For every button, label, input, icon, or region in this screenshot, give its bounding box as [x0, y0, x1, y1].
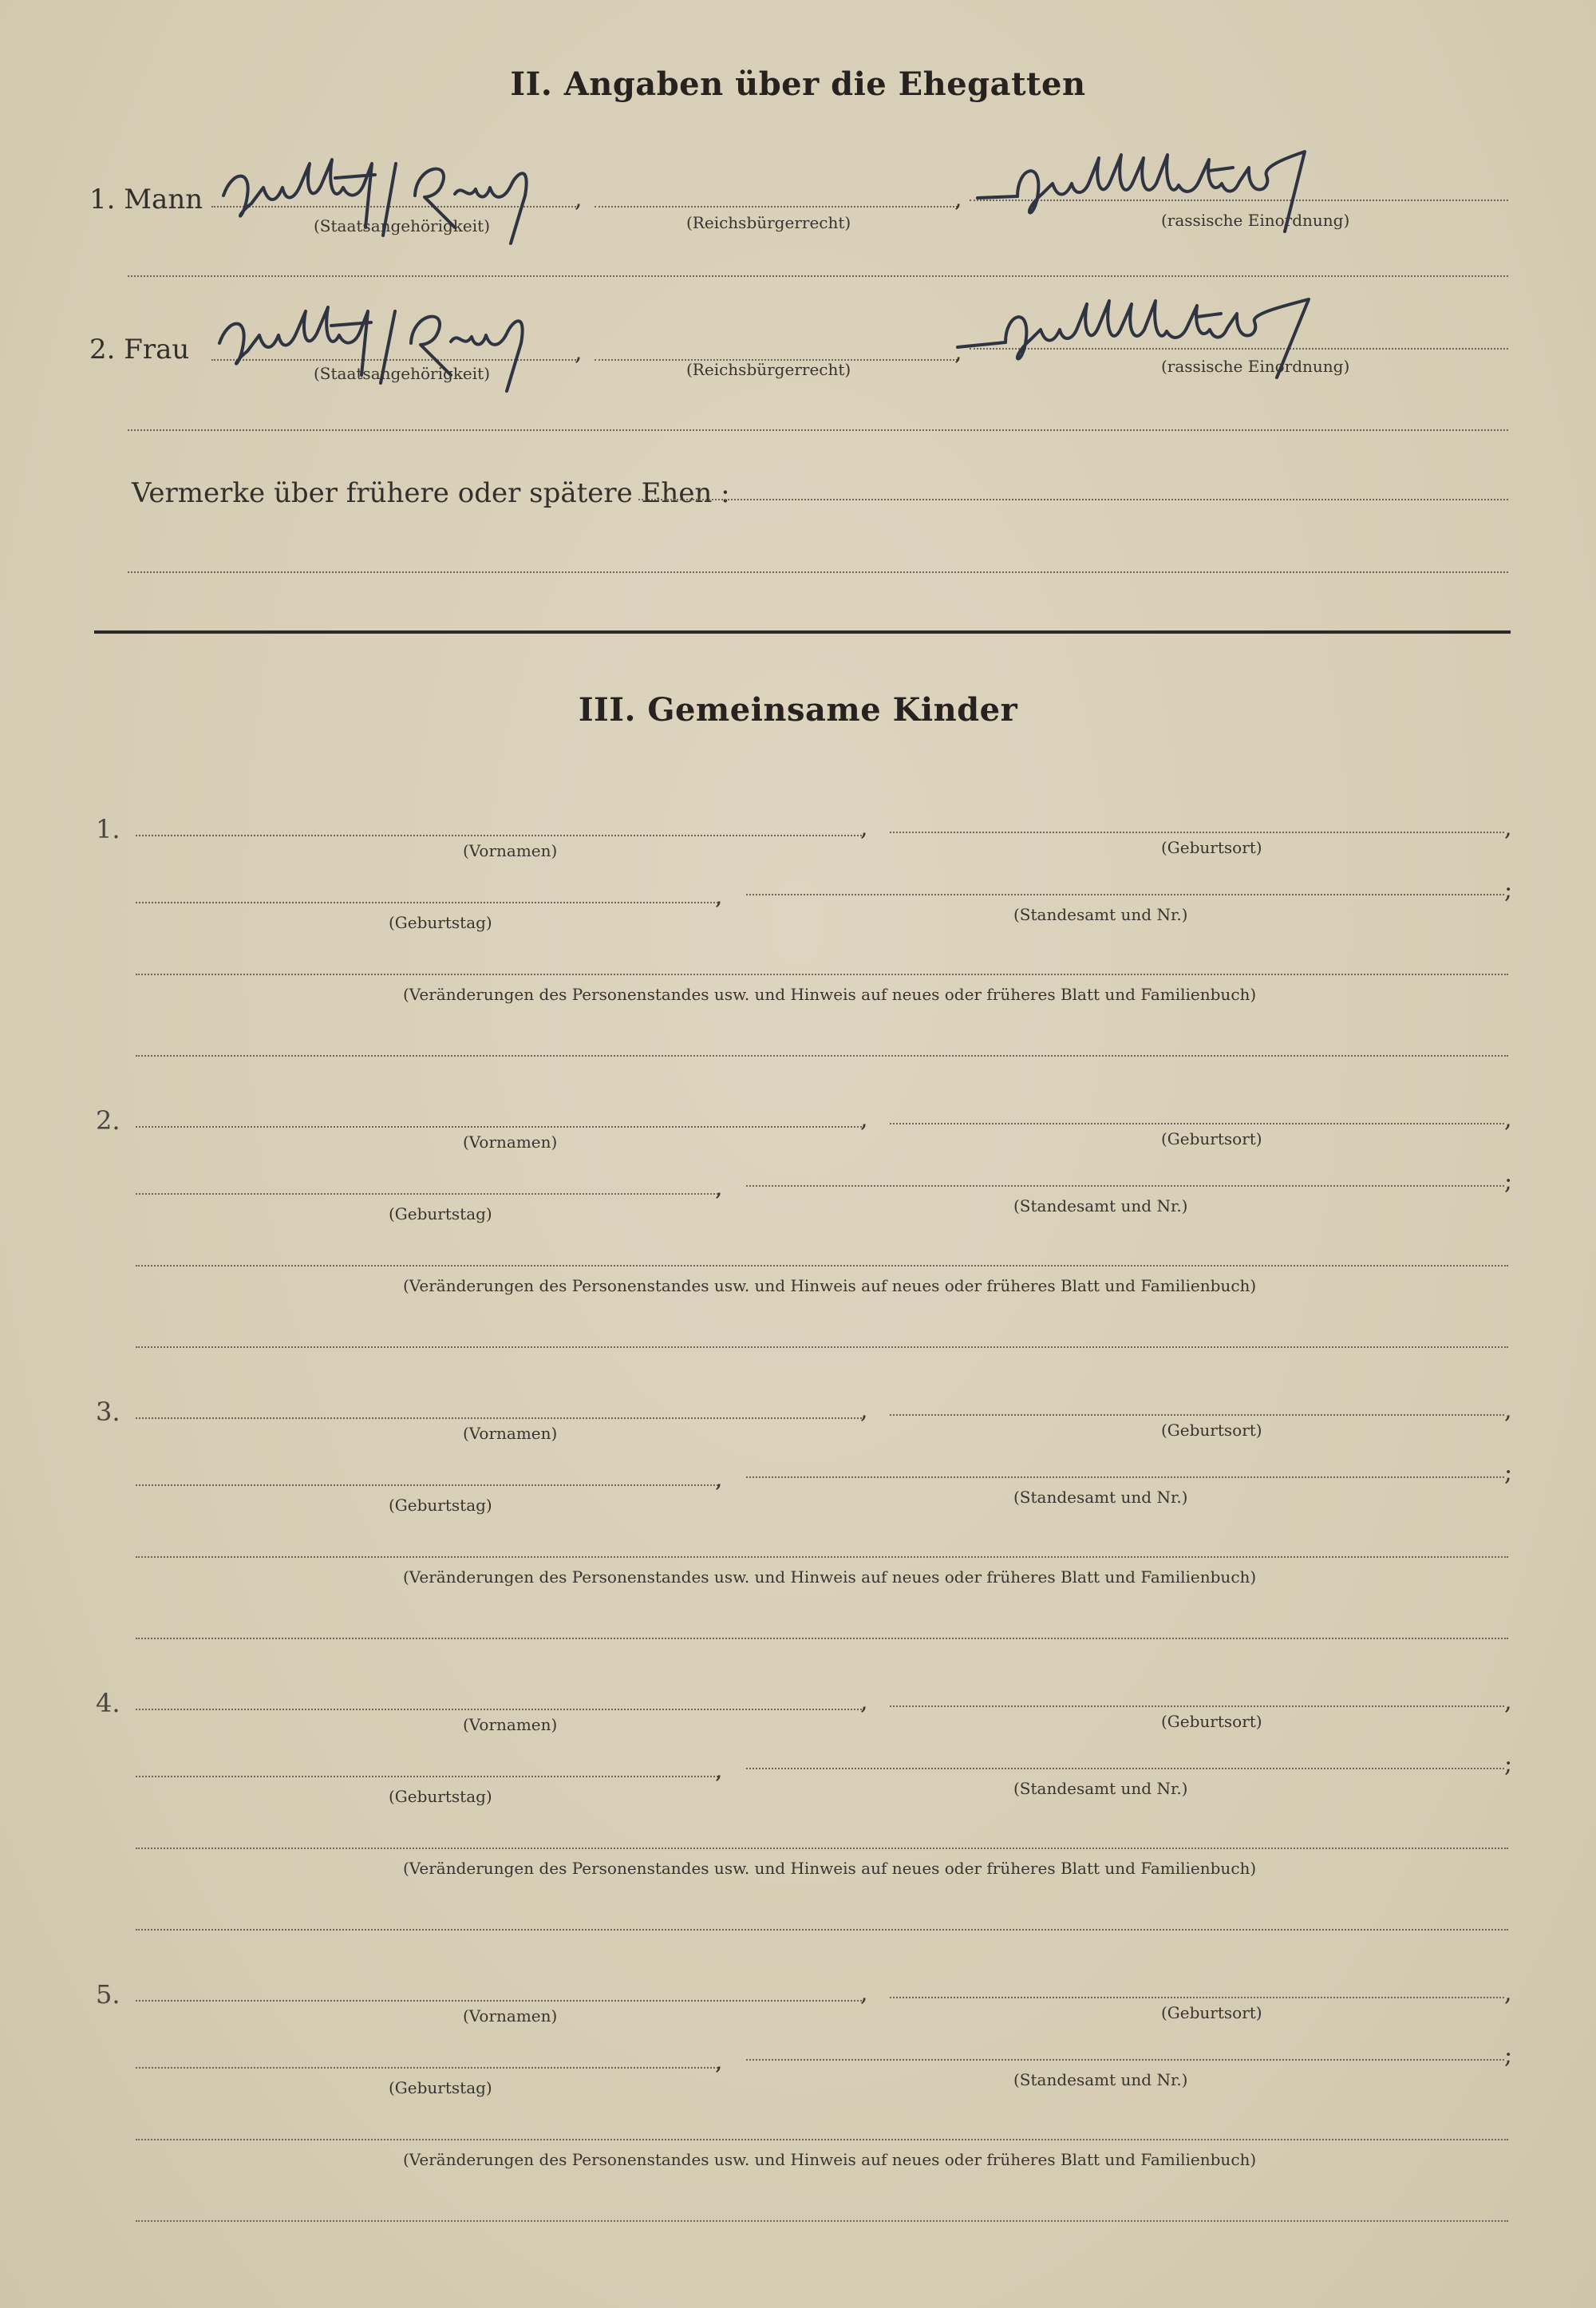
- child-birthplace-field[interactable]: [890, 1705, 1504, 1707]
- changes-caption: (Veränderungen des Personenstandes usw. und Hinweis auf neues oder früheres Blatt und Familienbuch): [403, 1276, 1257, 1295]
- birthdate-caption: (Geburtstag): [389, 913, 492, 932]
- birthdate-caption: (Geburtstag): [389, 1496, 492, 1515]
- child-changes-continuation-line[interactable]: [136, 1055, 1508, 1057]
- child-birthdate-field[interactable]: [136, 1484, 718, 1486]
- remarks-continuation-line[interactable]: [128, 571, 1508, 573]
- birthplace-caption: (Geburtsort): [1161, 1129, 1262, 1148]
- comma: ,: [860, 1688, 868, 1716]
- comma: ,: [715, 2048, 723, 2076]
- comma: ,: [1504, 1397, 1512, 1425]
- wife-racial-field[interactable]: [970, 348, 1508, 350]
- comma: ,: [575, 338, 583, 366]
- given-names-caption: (Vornamen): [463, 1715, 558, 1734]
- comma: ,: [715, 883, 723, 911]
- comma: ,: [575, 185, 583, 213]
- child-birthplace-field[interactable]: [890, 1997, 1504, 1998]
- reich-citizenship-caption: (Reichsbürgerrecht): [686, 360, 851, 379]
- child-given-names-field[interactable]: [136, 1417, 862, 1419]
- comma: ,: [1504, 814, 1512, 842]
- birthplace-caption: (Geburtsort): [1161, 1712, 1262, 1731]
- handwriting-wife-citizenship: [211, 295, 547, 407]
- child-changes-field[interactable]: [136, 1556, 1508, 1558]
- child-changes-field[interactable]: [136, 1265, 1508, 1267]
- child-changes-continuation-line[interactable]: [136, 1929, 1508, 1931]
- changes-caption: (Veränderungen des Personenstandes usw. und Hinweis auf neues oder früheres Blatt und Familienbuch): [403, 1859, 1257, 1878]
- child-registry-field[interactable]: [746, 2059, 1504, 2061]
- wife-continuation-line[interactable]: [128, 429, 1508, 431]
- semicolon: ;: [1504, 876, 1513, 904]
- reich-citizenship-caption: (Reichsbürgerrecht): [686, 213, 851, 232]
- given-names-caption: (Vornamen): [463, 1424, 558, 1443]
- racial-caption: (rassische Einordnung): [1161, 211, 1350, 230]
- child-changes-continuation-line[interactable]: [136, 2220, 1508, 2222]
- section-iii-title: III. Gemeinsame Kinder: [578, 691, 1018, 729]
- birthplace-caption: (Geburtsort): [1161, 1421, 1262, 1440]
- comma: ,: [1504, 1688, 1512, 1716]
- changes-caption: (Veränderungen des Personenstandes usw. und Hinweis auf neues oder früheres Blatt und Familienbuch): [403, 2150, 1257, 2169]
- child-number: 5.: [96, 1979, 120, 2010]
- birthplace-caption: (Geburtsort): [1161, 2003, 1262, 2022]
- remarks-field[interactable]: [638, 499, 1508, 500]
- child-birthdate-field[interactable]: [136, 2067, 718, 2069]
- child-given-names-field[interactable]: [136, 1126, 862, 1128]
- comma: ,: [1504, 1979, 1512, 2007]
- birthdate-caption: (Geburtstag): [389, 2078, 492, 2097]
- registry-caption: (Standesamt und Nr.): [1013, 1779, 1188, 1798]
- child-number: 2.: [96, 1105, 120, 1136]
- citizenship-caption: (Staatsangehörigkeit): [314, 216, 491, 235]
- registry-caption: (Standesamt und Nr.): [1013, 905, 1188, 924]
- birthplace-caption: (Geburtsort): [1161, 838, 1262, 857]
- comma: ,: [954, 338, 962, 366]
- child-birthplace-field[interactable]: [890, 832, 1504, 833]
- child-changes-field[interactable]: [136, 974, 1508, 975]
- birthdate-caption: (Geburtstag): [389, 1787, 492, 1806]
- changes-caption: (Veränderungen des Personenstandes usw. und Hinweis auf neues oder früheres Blatt und Familienbuch): [403, 1567, 1257, 1587]
- man-continuation-line[interactable]: [128, 275, 1508, 277]
- citizenship-caption: (Staatsangehörigkeit): [314, 364, 491, 383]
- section-ii-title: II. Angaben über die Ehegatten: [510, 65, 1086, 103]
- comma: ,: [860, 1397, 868, 1425]
- man-label: 1. Mann: [89, 184, 203, 215]
- comma: ,: [715, 1465, 723, 1493]
- registry-caption: (Standesamt und Nr.): [1013, 1196, 1188, 1215]
- birthdate-caption: (Geburtstag): [389, 1204, 492, 1223]
- child-registry-field[interactable]: [746, 894, 1504, 895]
- semicolon: ;: [1504, 1459, 1513, 1487]
- child-given-names-field[interactable]: [136, 2000, 862, 2002]
- man-reich-citizenship-field[interactable]: [595, 206, 958, 207]
- child-number: 1.: [96, 814, 120, 844]
- comma: ,: [860, 1979, 868, 2007]
- child-changes-continuation-line[interactable]: [136, 1638, 1508, 1639]
- semicolon: ;: [1504, 2041, 1513, 2069]
- child-registry-field[interactable]: [746, 1476, 1504, 1478]
- wife-citizenship-field[interactable]: [211, 359, 579, 361]
- child-changes-continuation-line[interactable]: [136, 1346, 1508, 1348]
- section-divider: [94, 630, 1511, 634]
- child-birthdate-field[interactable]: [136, 1193, 718, 1195]
- comma: ,: [715, 1757, 723, 1784]
- child-changes-field[interactable]: [136, 1848, 1508, 1849]
- changes-caption: (Veränderungen des Personenstandes usw. und Hinweis auf neues oder früheres Blatt und Familienbuch): [403, 985, 1257, 1004]
- handwriting-wife-racial: [950, 283, 1365, 395]
- child-birthdate-field[interactable]: [136, 1776, 718, 1777]
- man-citizenship-field[interactable]: [211, 206, 579, 207]
- registry-caption: (Standesamt und Nr.): [1013, 1488, 1188, 1507]
- comma: ,: [1504, 1105, 1512, 1133]
- remarks-label: Vermerke über frühere oder spätere Ehen :: [132, 477, 730, 509]
- handwriting-man-racial: [970, 136, 1353, 247]
- semicolon: ;: [1504, 1168, 1513, 1195]
- child-changes-field[interactable]: [136, 2139, 1508, 2140]
- registry-caption: (Standesamt und Nr.): [1013, 2070, 1188, 2089]
- wife-label: 2. Frau: [89, 334, 190, 366]
- comma: ,: [860, 1105, 868, 1133]
- child-given-names-field[interactable]: [136, 1709, 862, 1710]
- child-given-names-field[interactable]: [136, 835, 862, 836]
- comma: ,: [715, 1174, 723, 1202]
- child-birthplace-field[interactable]: [890, 1123, 1504, 1124]
- semicolon: ;: [1504, 1750, 1513, 1778]
- child-birthdate-field[interactable]: [136, 902, 718, 903]
- given-names-caption: (Vornamen): [463, 2006, 558, 2025]
- man-racial-field[interactable]: [970, 200, 1508, 201]
- child-birthplace-field[interactable]: [890, 1414, 1504, 1416]
- comma: ,: [954, 185, 962, 213]
- racial-caption: (rassische Einordnung): [1161, 357, 1350, 376]
- given-names-caption: (Vornamen): [463, 1132, 558, 1152]
- comma: ,: [860, 814, 868, 842]
- child-number: 4.: [96, 1688, 120, 1718]
- child-registry-field[interactable]: [746, 1185, 1504, 1187]
- child-registry-field[interactable]: [746, 1768, 1504, 1769]
- given-names-caption: (Vornamen): [463, 841, 558, 860]
- child-number: 3.: [96, 1397, 120, 1427]
